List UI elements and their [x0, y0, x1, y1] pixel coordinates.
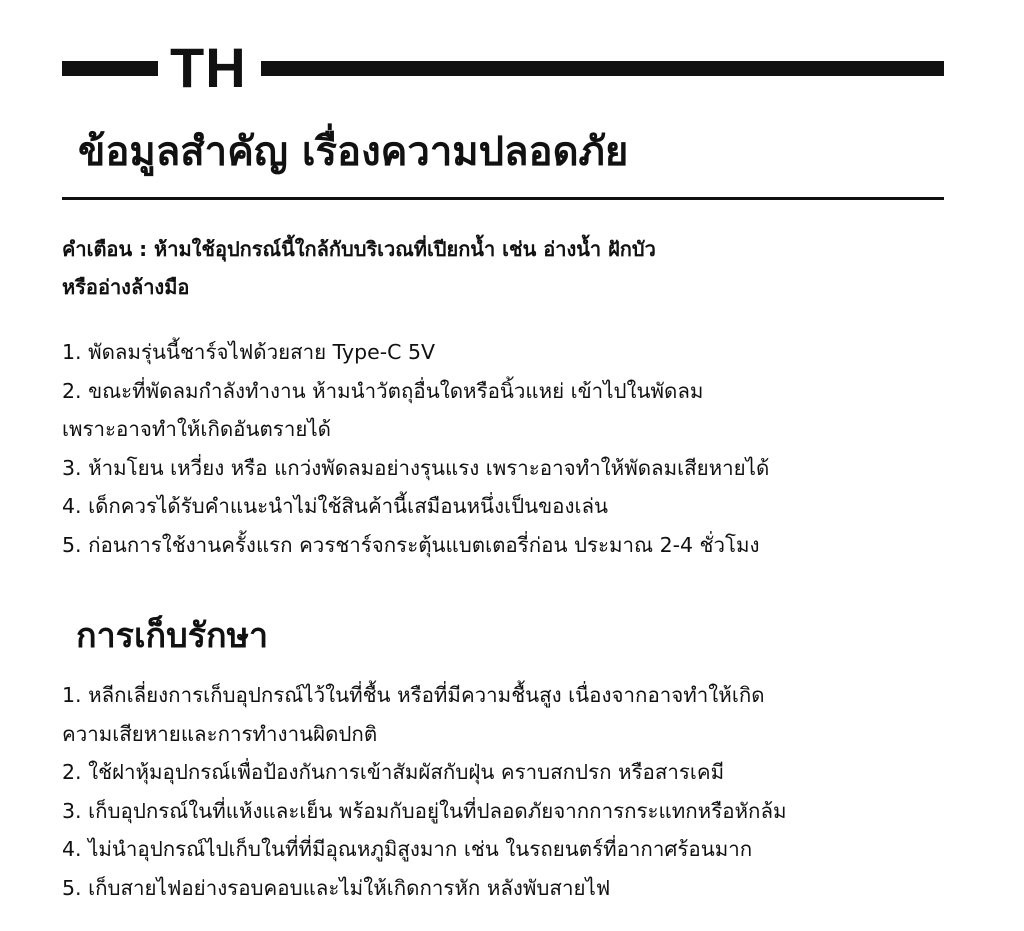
storage-list: [62, 676, 962, 907]
warning-line: หรืออ่างล้างมือ: [62, 275, 190, 299]
safety-item: [62, 333, 962, 372]
safety-item-line: เพราะอาจทำให้เกิดอันตรายได้: [62, 417, 331, 441]
storage-item: [62, 753, 962, 792]
safety-list: [62, 333, 962, 564]
storage-item-line: 5. เก็บสายไฟอย่างรอบคอบและไม่ให้เกิดการหัก หลังพับสายไฟ: [62, 875, 611, 900]
storage-item-line: 1. หลีกเลี่ยงการเก็บอุปกรณ์ไว้ในที่ชื้น หรือที่มีความชื้นสูง เนื่องจากอาจทำให้เกิด: [62, 683, 765, 707]
divider-bar-left: [62, 61, 158, 76]
safety-item: [62, 526, 962, 565]
title-divider: [62, 197, 944, 200]
safety-item: [62, 372, 962, 449]
storage-item-line: ความเสียหายและการทำงานผิดปกติ: [62, 721, 378, 746]
storage-item: [62, 792, 962, 831]
warning-notice: [62, 230, 944, 306]
storage-heading: การเก็บรักษา: [76, 616, 269, 656]
safety-info-page: [62, 0, 944, 931]
safety-item: [62, 449, 962, 488]
safety-item-line: 1. พัดลมรุ่นนี้ชาร์จไฟด้วยสาย Type-C 5V: [62, 340, 436, 364]
divider-bar-right: [261, 61, 944, 76]
storage-item-line: 3. เก็บอุปกรณ์ในที่แห้งและเย็น พร้อมกับอยู่ในที่ปลอดภัยจากการกระแทกหรือหักล้ม: [62, 798, 787, 823]
safety-item-line: 4. เด็กควรได้รับคำแนะนำไม่ใช้สินค้านี้เสมือนหนึ่งเป็นของเล่น: [62, 494, 609, 518]
language-header: [62, 36, 944, 100]
safety-item-line: 2. ขณะที่พัดลมกำลังทำงาน ห้ามนำวัตถุอื่นใดหรือนิ้วแหย่ เข้าไปในพัดลม: [62, 378, 704, 403]
storage-item: [62, 676, 962, 753]
storage-item: [62, 869, 962, 908]
storage-item: [62, 830, 962, 869]
safety-item-line: 5. ก่อนการใช้งานครั้งแรก ควรชาร์จกระตุ้นแบตเตอรี่ก่อน ประมาณ 2-4 ชั่วโมง: [62, 532, 760, 557]
warning-line: คำเตือน : ห้ามใช้อุปกรณ์นี้ใกล้กับบริเวณที่เปียกน้ำ เช่น อ่างน้ำ ฝักบัว: [62, 237, 656, 261]
page-title: ข้อมูลสำคัญ เรื่องความปลอดภัย: [78, 129, 629, 175]
storage-item-line: 2. ใช้ฝาหุ้มอุปกรณ์เพื่อป้องกันการเข้าสัมผัสกับฝุ่น คราบสกปรก หรือสารเคมี: [62, 760, 725, 784]
safety-item: [62, 487, 962, 526]
language-code: TH: [170, 36, 247, 99]
storage-item-line: 4. ไม่นำอุปกรณ์ไปเก็บในที่ที่มีอุณหภูมิสูงมาก เช่น ในรถยนตร์ที่อากาศร้อนมาก: [62, 837, 753, 861]
safety-item-line: 3. ห้ามโยน เหวี่ยง หรือ แกว่งพัดลมอย่างรุนแรง เพราะอาจทำให้พัดลมเสียหายได้: [62, 455, 770, 480]
